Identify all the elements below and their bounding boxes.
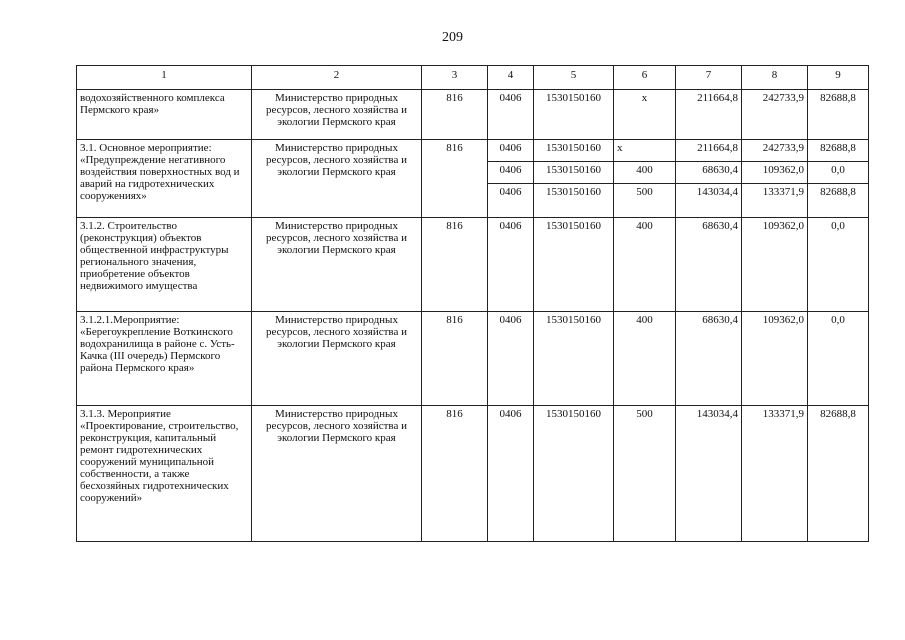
budget-table — [76, 65, 869, 542]
col-header: 9 — [808, 66, 869, 90]
amount-2021: 242733,9 — [742, 90, 808, 140]
expense-type: 500 — [614, 406, 676, 542]
section-code: 0406 — [488, 218, 534, 312]
amount-2022: 82688,8 — [808, 184, 869, 218]
col-header: 5 — [534, 66, 614, 90]
program-name: 3.1.2. Строительство (реконструкция) объектов общественной инфраструктуры регионального значения, приобретение объектов недвижимого имущества — [77, 218, 252, 312]
header-row — [77, 66, 869, 90]
target-code: 1530150160 — [534, 162, 614, 184]
ministry-code: 816 — [422, 140, 488, 218]
table-row — [77, 406, 869, 542]
section-code: 0406 — [488, 162, 534, 184]
expense-type: 400 — [614, 312, 676, 406]
amount-2022: 0,0 — [808, 218, 869, 312]
expense-type: х — [614, 90, 676, 140]
target-code: 1530150160 — [534, 140, 614, 162]
amount-2020: 143034,4 — [676, 184, 742, 218]
ministry-code: 816 — [422, 218, 488, 312]
program-name: 3.1.3. Мероприятие «Проектирование, строительство, реконструкция, капитальный ремонт гидротехнических сооружений муниципальной собственности, а также бесхозяйных гидротехнических сооружений» — [77, 406, 252, 542]
program-name: 3.1.2.1.Мероприятие: «Берегоукрепление Воткинского водохранилища в районе с. Усть-Качка (III очередь) Пермского района Пермского края» — [77, 312, 252, 406]
amount-2022: 82688,8 — [808, 140, 869, 162]
amount-2020: 143034,4 — [676, 406, 742, 542]
ministry-code: 816 — [422, 406, 488, 542]
col-header: 4 — [488, 66, 534, 90]
amount-2020: 211664,8 — [676, 140, 742, 162]
target-code: 1530150160 — [534, 184, 614, 218]
table-row — [77, 90, 869, 140]
responsible-org: Министерство природных ресурсов, лесного хозяйства и экологии Пермского края — [252, 406, 422, 542]
amount-2022: 82688,8 — [808, 406, 869, 542]
target-code: 1530150160 — [534, 218, 614, 312]
table-row — [77, 218, 869, 312]
col-header: 8 — [742, 66, 808, 90]
amount-2020: 211664,8 — [676, 90, 742, 140]
expense-type: 500 — [614, 184, 676, 218]
col-header: 1 — [77, 66, 252, 90]
expense-type: 400 — [614, 218, 676, 312]
amount-2020: 68630,4 — [676, 312, 742, 406]
amount-2021: 242733,9 — [742, 140, 808, 162]
expense-type: х — [614, 140, 676, 162]
responsible-org: Министерство природных ресурсов, лесного хозяйства и экологии Пермского края — [252, 218, 422, 312]
ministry-code: 816 — [422, 312, 488, 406]
responsible-org: Министерство природных ресурсов, лесного хозяйства и экологии Пермского края — [252, 312, 422, 406]
responsible-org: Министерство природных ресурсов, лесного хозяйства и экологии Пермского края — [252, 140, 422, 218]
program-name: 3.1. Основное мероприятие: «Предупреждение негативного воздействия поверхностных вод и аварий на гидротехнических сооружениях» — [77, 140, 252, 218]
amount-2022: 0,0 — [808, 312, 869, 406]
section-code: 0406 — [488, 140, 534, 162]
col-header: 6 — [614, 66, 676, 90]
expense-type: 400 — [614, 162, 676, 184]
section-code: 0406 — [488, 184, 534, 218]
col-header: 3 — [422, 66, 488, 90]
program-name: водохозяйственного комплекса Пермского края» — [77, 90, 252, 140]
ministry-code: 816 — [422, 90, 488, 140]
col-header: 2 — [252, 66, 422, 90]
page-number: 209 — [442, 30, 463, 45]
responsible-org: Министерство природных ресурсов, лесного хозяйства и экологии Пермского края — [252, 90, 422, 140]
section-code: 0406 — [488, 312, 534, 406]
amount-2021: 109362,0 — [742, 162, 808, 184]
table-row — [77, 140, 869, 162]
amount-2020: 68630,4 — [676, 162, 742, 184]
amount-2022: 82688,8 — [808, 90, 869, 140]
target-code: 1530150160 — [534, 90, 614, 140]
amount-2021: 133371,9 — [742, 184, 808, 218]
target-code: 1530150160 — [534, 406, 614, 542]
amount-2021: 133371,9 — [742, 406, 808, 542]
amount-2021: 109362,0 — [742, 218, 808, 312]
section-code: 0406 — [488, 90, 534, 140]
section-code: 0406 — [488, 406, 534, 542]
target-code: 1530150160 — [534, 312, 614, 406]
col-header: 7 — [676, 66, 742, 90]
amount-2020: 68630,4 — [676, 218, 742, 312]
amount-2022: 0,0 — [808, 162, 869, 184]
amount-2021: 109362,0 — [742, 312, 808, 406]
table-row — [77, 312, 869, 406]
